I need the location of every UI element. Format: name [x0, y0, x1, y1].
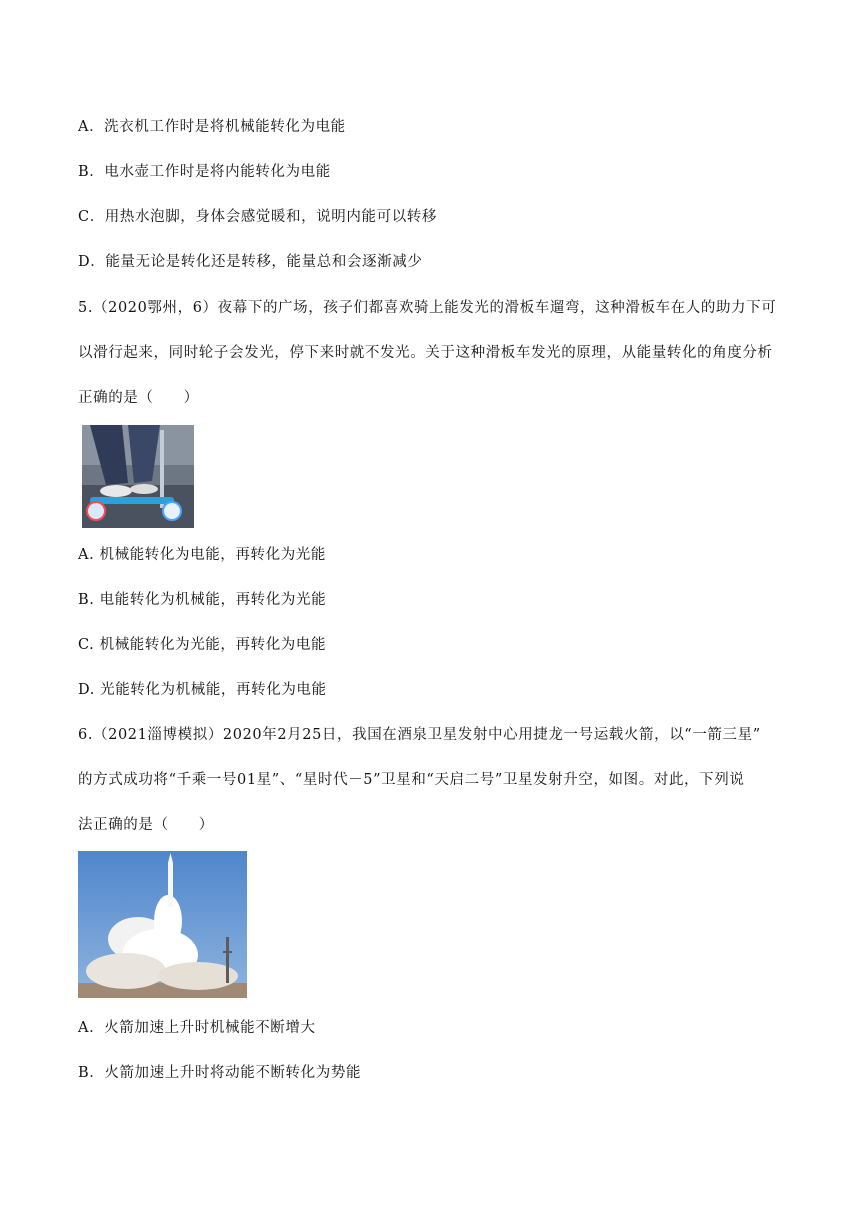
rocket-launch-photo [78, 851, 247, 998]
q4-option-a: A．洗衣机工作时是将机械能转化为电能 [78, 119, 346, 135]
q6-stem-line-1: 6.（2021淄博模拟）2020年2月25日，我国在酒泉卫星发射中心用捷龙一号运载火箭，以“一箭三星” [78, 727, 761, 743]
q6-stem-line-3: 法正确的是（ ） [78, 817, 214, 833]
q6-option-a: A．火箭加速上升时机械能不断增大 [78, 1020, 316, 1036]
q5-option-c: C. 机械能转化为光能，再转化为电能 [78, 637, 327, 653]
q5-option-d: D. 光能转化为机械能，再转化为电能 [78, 682, 327, 698]
q5-stem-line-2: 以滑行起来，同时轮子会发光，停下来时就不发光。关于这种滑板车发光的原理，从能量转化的角度分析 [78, 345, 773, 361]
q4-option-c: C．用热水泡脚，身体会感觉暖和，说明内能可以转移 [78, 209, 437, 225]
scooter-photo [82, 425, 194, 528]
q4-option-b: B．电水壶工作时是将内能转化为电能 [78, 164, 331, 180]
q5-stem-line-1: 5.（2020鄂州，6）夜幕下的广场，孩子们都喜欢骑上能发光的滑板车遛弯，这种滑板车在人的助力下可 [78, 300, 777, 316]
q5-stem-line-3: 正确的是（ ） [78, 390, 199, 406]
q6-stem-line-2: 的方式成功将“千乘一号01星”、“星时代－5”卫星和“天启二号”卫星发射升空，如图。对此，下列说 [78, 772, 745, 788]
q6-option-b: B．火箭加速上升时将动能不断转化为势能 [78, 1065, 362, 1081]
q5-option-b: B. 电能转化为机械能，再转化为光能 [78, 592, 327, 608]
q4-option-d: D．能量无论是转化还是转移，能量总和会逐渐减少 [78, 254, 423, 270]
q5-option-a: A. 机械能转化为电能，再转化为光能 [78, 547, 326, 563]
